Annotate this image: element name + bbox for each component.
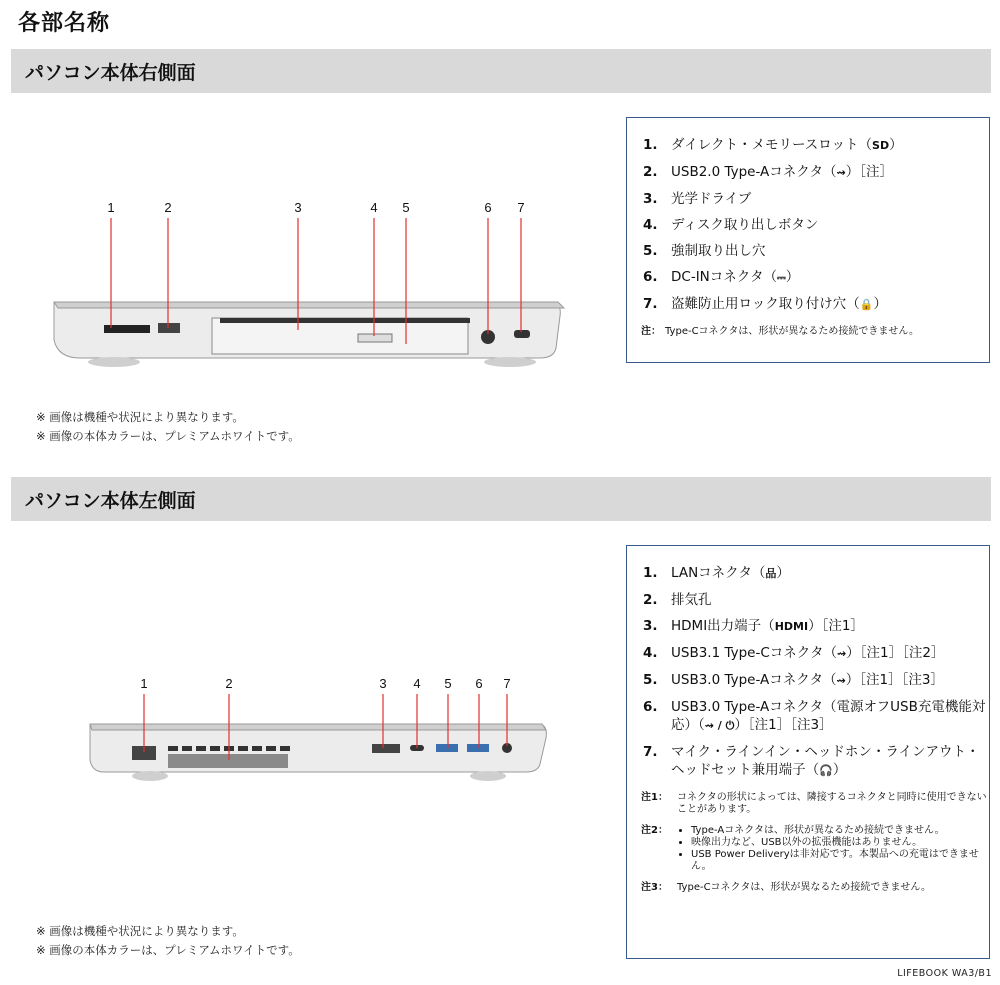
usb-icon: ⇝	[837, 647, 847, 660]
lock-icon: 🔒	[859, 298, 874, 311]
legend-item: 1. ダイレクト・メモリースロット（SD）	[643, 137, 903, 153]
usb-icon: ⇝	[836, 166, 846, 179]
legend-item: 7. マイク・ラインイン・ヘッドホン・ラインアウト・ヘッドセット兼用端子（🎧）	[643, 744, 980, 778]
legend-item: 4. ディスク取り出しボタン	[643, 217, 819, 233]
page-title: 各部名称	[18, 11, 111, 36]
legend-item: 6. DC-INコネクタ（⎓）	[643, 269, 800, 285]
callout-6: 6	[475, 676, 483, 691]
note-3: 注3： Type-Cコネクタは、形状が異なるため接続できません。	[641, 882, 931, 893]
legend-item: 2. 排気孔	[643, 592, 712, 608]
callout-4: 4	[413, 676, 421, 691]
callout-7: 7	[517, 200, 525, 215]
callout-1: 1	[140, 676, 148, 691]
callout-1: 1	[107, 200, 115, 215]
legend-item: 4. USB3.1 Type-Cコネクタ（⇝）［注1］［注2］	[643, 645, 945, 661]
legend-right	[626, 117, 990, 363]
usb-charge-icon: ⇝ / ⏻	[704, 719, 735, 732]
section-header-left	[11, 477, 991, 521]
lan-icon: 品	[765, 567, 777, 580]
callout-4: 4	[370, 200, 378, 215]
section-title: パソコン本体左側面	[25, 490, 196, 512]
callout-2: 2	[164, 200, 172, 215]
sd-card-icon: SD	[872, 139, 890, 152]
note-1: 注1： コネクタの形状によっては、隣接するコネクタと同時に使用できないことがあります。	[641, 792, 987, 815]
model-label: LIFEBOOK WA3/B1	[897, 968, 992, 979]
section-title: パソコン本体右側面	[25, 62, 196, 84]
legend-item: 6. USB3.0 Type-Aコネクタ（電源オフUSB充電機能対応）（⇝ / ⏻）［注1］［注3］	[643, 699, 986, 733]
hdmi-icon: HDMI	[774, 620, 809, 633]
caption-block: ※ 画像は機種や状況により異なります。 ※ 画像の本体カラーは、プレミアムホワイトです。	[36, 924, 300, 957]
legend-item: 3. HDMI出力端子（HDMI）［注1］	[643, 618, 864, 634]
callout-3: 3	[379, 676, 387, 691]
callout-3: 3	[294, 200, 302, 215]
legend-left	[626, 545, 990, 959]
legend-item: 7. 盗難防止用ロック取り付け穴（🔒）	[643, 296, 887, 312]
headset-icon: 🎧	[819, 764, 833, 777]
note: 注： Type-Cコネクタは、形状が異なるため接続できません。	[641, 326, 919, 337]
callout-6: 6	[484, 200, 492, 215]
laptop-left-side-image	[80, 668, 560, 788]
callout-7: 7	[503, 676, 511, 691]
callout-5: 5	[444, 676, 452, 691]
usb-icon: ⇝	[836, 674, 846, 687]
caption-block: ※ 画像は機種や状況により異なります。 ※ 画像の本体カラーは、プレミアムホワイトです。	[36, 410, 300, 443]
note-2: 注2： • Type-Aコネクタは、形状が異なるため接続できません。 • 映像出力など、USB以外の拡張機能はありません。 • USB Power Deliveryは非対応です。本製品への充電はできません。	[627, 825, 989, 873]
laptop-right-side-image	[40, 190, 580, 370]
legend-item: 5. USB3.0 Type-Aコネクタ（⇝）［注1］［注3］	[643, 672, 944, 688]
legend-item: 1. LANコネクタ（品）	[643, 565, 790, 581]
legend-item: 2. USB2.0 Type-Aコネクタ（⇝）［注］	[643, 164, 893, 180]
legend-item: 3. 光学ドライブ	[643, 191, 752, 207]
section-header-right	[11, 49, 991, 93]
dc-power-icon: ⎓	[777, 271, 786, 284]
callout-5: 5	[402, 200, 410, 215]
legend-item: 5. 強制取り出し穴	[643, 243, 766, 259]
callout-2: 2	[225, 676, 233, 691]
